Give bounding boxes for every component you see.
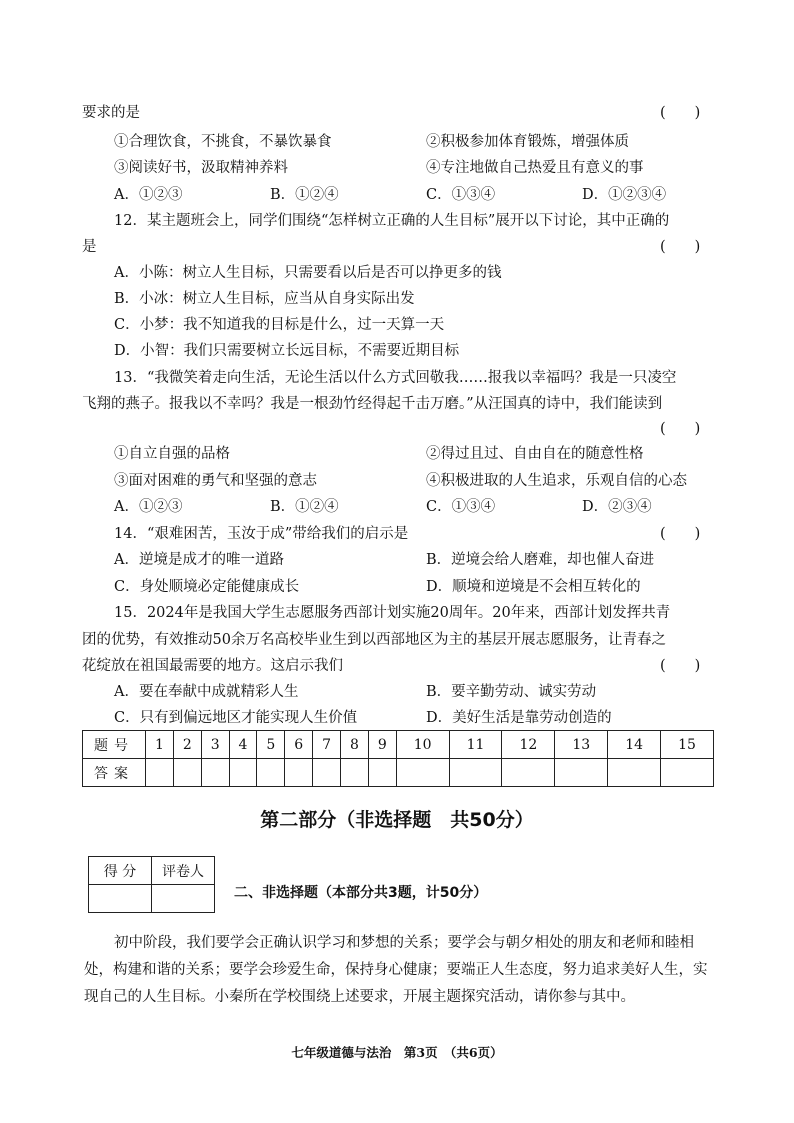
q14-answer-paren: ( ) [660, 526, 701, 542]
answer-cell[interactable] [608, 759, 661, 787]
q15-answer-paren: ( ) [660, 658, 701, 674]
q11-item-4: ④专注地做自己热爱且有意义的事 [426, 160, 644, 176]
q11-tail: 要求的是 [82, 105, 140, 121]
q15-option-d: D．美好生活是靠劳动创造的 [426, 710, 612, 726]
q11-option-b: B．①②④ [270, 187, 339, 203]
q15-option-a: A．要在奉献中成就精彩人生 [114, 684, 299, 700]
q11-option-a: A．①②③ [114, 187, 183, 203]
q13-option-d: D．②③④ [582, 499, 652, 515]
part-two-title: 第二部分（非选择题 共50分） [260, 809, 534, 831]
question-number-cell: 3 [201, 731, 229, 759]
answer-cell[interactable] [368, 759, 396, 787]
answer-cell[interactable] [396, 759, 449, 787]
q13-stem-line1: 13．“我微笑着走向生活，无论生活以什么方式回敬我……报我以幸福吗？我是一只凌空 [114, 370, 677, 386]
q12-stem-line1: 12．某主题班会上，同学们围绕“怎样树立正确的人生目标”展开以下讨论，其中正确的 [114, 213, 670, 229]
q12-option-c: C．小梦：我不知道我的目标是什么，过一天算一天 [114, 317, 445, 333]
q14-option-d: D．顺境和逆境是不会相互转化的 [426, 579, 641, 595]
question-number-cell: 5 [257, 731, 285, 759]
q11-option-d: D．①②③④ [582, 187, 667, 203]
question-number-cell: 1 [146, 731, 174, 759]
question-number-cell: 10 [396, 731, 449, 759]
question-number-cell: 13 [555, 731, 608, 759]
question-number-cell: 7 [313, 731, 341, 759]
q13-answer-paren: ( ) [660, 421, 701, 437]
q11-item-3: ③阅读好书，汲取精神养料 [114, 160, 288, 176]
answer-cell[interactable] [146, 759, 174, 787]
answer-table-answer-header: 答案 [83, 759, 146, 787]
answer-cell[interactable] [661, 759, 714, 787]
score-box [88, 856, 215, 913]
answer-cell[interactable] [313, 759, 341, 787]
answer-table-number-row [83, 731, 714, 759]
question-number-cell: 4 [229, 731, 257, 759]
answer-table-number-header: 题号 [83, 731, 146, 759]
q13-option-c: C．①③④ [426, 499, 496, 515]
answer-cell[interactable] [341, 759, 369, 787]
q13-item-3: ③面对困难的勇气和坚强的意志 [114, 473, 317, 489]
question-number-cell: 14 [608, 731, 661, 759]
question-number-cell: 2 [173, 731, 201, 759]
q15-stem-line1: 15．2024年是我国大学生志愿服务西部计划实施20周年。20年来，西部计划发挥共青 [114, 605, 671, 621]
grader-cell[interactable] [152, 885, 215, 913]
grader-header: 评卷人 [152, 857, 215, 885]
q15-stem-line2: 团的优势，有效推动50余万名高校毕业生到以西部地区为主的基层开展志愿服务，让青春之 [82, 632, 666, 648]
question-number-cell: 6 [285, 731, 313, 759]
answer-cell[interactable] [555, 759, 608, 787]
q12-stem-line2: 是 [82, 239, 97, 255]
q11-option-c: C．①③④ [426, 187, 496, 203]
page-footer: 七年级道德与法治 第3页 （共6页） [291, 1045, 503, 1060]
answer-table-answer-row [83, 759, 714, 787]
answer-cell[interactable] [257, 759, 285, 787]
q13-item-4: ④积极进取的人生追求，乐观自信的心态 [426, 473, 687, 489]
answer-cell[interactable] [502, 759, 555, 787]
q11-item-1: ①合理饮食，不挑食，不暴饮暴食 [114, 134, 332, 150]
q14-option-a: A．逆境是成才的唯一道路 [114, 552, 284, 568]
answer-cell[interactable] [173, 759, 201, 787]
q14-option-b: B．逆境会给人磨难，却也催人奋进 [426, 552, 655, 568]
q15-option-b: B．要辛勤劳动、诚实劳动 [426, 684, 597, 700]
q15-stem-line3: 花绽放在祖国最需要的地方。这启示我们 [82, 658, 343, 674]
question-number-cell: 8 [341, 731, 369, 759]
q13-item-1: ①自立自强的品格 [114, 446, 230, 462]
score-cell[interactable] [89, 885, 152, 913]
q12-option-b: B．小冰：树立人生目标，应当从自身实际出发 [114, 291, 415, 307]
q12-answer-paren: ( ) [660, 239, 701, 255]
q13-stem-line2: 飞翔的燕子。报我以不幸吗？我是一根劲竹经得起千击万磨。”从汪国真的诗中，我们能读到 [82, 396, 663, 412]
q12-option-a: A．小陈：树立人生目标，只需要看以后是否可以挣更多的钱 [114, 265, 502, 281]
question-number-cell: 11 [449, 731, 502, 759]
q11-answer-paren: ( ) [660, 105, 701, 121]
q11-item-2: ②积极参加体育锻炼，增强体质 [426, 134, 629, 150]
score-header: 得 分 [89, 857, 152, 885]
question-number-cell: 12 [502, 731, 555, 759]
answer-cell[interactable] [449, 759, 502, 787]
question-number-cell: 9 [368, 731, 396, 759]
question-number-cell: 15 [661, 731, 714, 759]
section-title: 二、非选择题（本部分共3题，计50分） [234, 885, 488, 901]
q14-option-c: C．身处顺境必定能健康成长 [114, 579, 300, 595]
answer-table [82, 730, 714, 787]
answer-cell[interactable] [285, 759, 313, 787]
q13-item-2: ②得过且过、自由自在的随意性格 [426, 446, 644, 462]
q13-option-a: A．①②③ [114, 499, 183, 515]
q14-stem: 14．“艰难困苦，玉汝于成”带给我们的启示是 [114, 526, 409, 542]
q13-option-b: B．①②④ [270, 499, 339, 515]
answer-cell[interactable] [229, 759, 257, 787]
intro-paragraph: 初中阶段，我们要学会正确认识学习和梦想的关系；要学会与朝夕相处的朋友和老师和睦相处，构建和谐的关系；要学会珍爱生命，保持身心健康；要端正人生态度，努力追求美好人生，实现自己的人生目标。小秦所在学校围绕上述要求，开展主题探究活动，请你参与其中。 [84, 935, 708, 1005]
answer-cell[interactable] [201, 759, 229, 787]
q12-option-d: D．小智：我们只需要树立长远目标，不需要近期目标 [114, 343, 460, 359]
q15-option-c: C．只有到偏远地区才能实现人生价值 [114, 710, 358, 726]
